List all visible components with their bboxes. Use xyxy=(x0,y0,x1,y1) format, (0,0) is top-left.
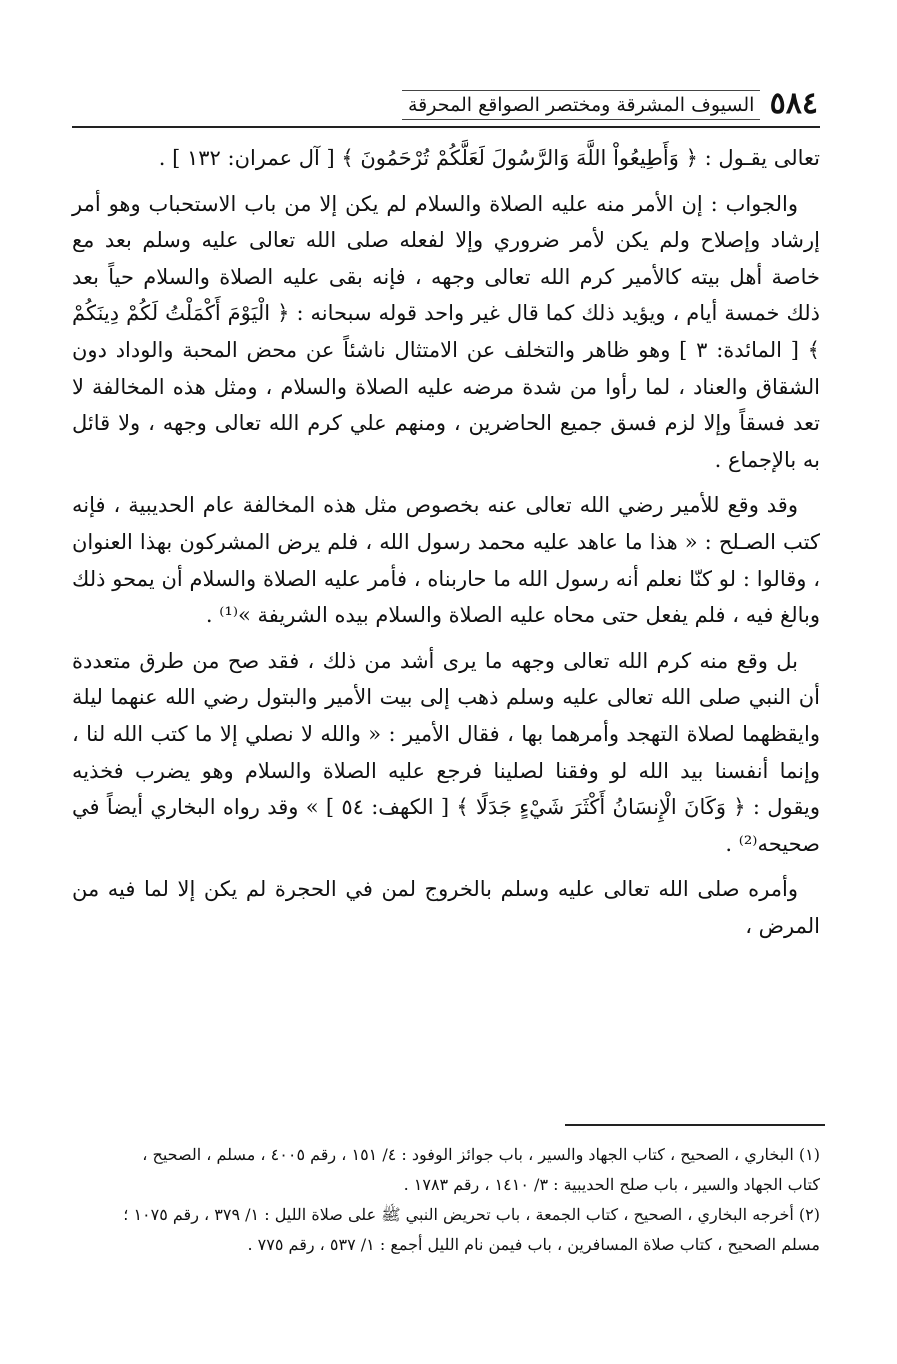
body-text xyxy=(72,140,820,953)
footnote-divider xyxy=(565,1124,825,1126)
running-title: السيوف المشرقة ومختصر الصواقع المحرقة xyxy=(402,90,760,120)
paragraph-hudaybiyya: وقد وقع للأمير رضي الله تعالى عنه بخصوص مثل هذه المخالفة عام الحديبية ، فإنه كتب الصـلح : « هذا ما عاهد عليه محمد رسول الله ، فلم يرض المشركون بهذا العنوان ، وقالوا : لو كنّا نعلم أنه رسول الله ما حاربناه ، فأمر عليه الصلاة والسلام أن يمحو ذلك وبالغ فيه ، فلم يفعل حتى محاه عليه الصلاة والسلام بيده الشريفة »⁽¹⁾ . xyxy=(72,493,820,628)
footnote-1-line-2: كتاب الجهاد والسير ، باب صلح الحديبية : ٣/ ١٤١٠ ، رقم ١٧٨٣ . xyxy=(403,1175,820,1194)
footnote-2-line-1: (٢) أخرجه البخاري ، الصحيح ، كتاب الجمعة ، باب تحريض النبي ﷺ على صلاة الليل : ١/ ٣٧٩ ، رقم ١٠٧٥ ؛ xyxy=(123,1205,820,1224)
footnote-1-line-1: (١) البخاري ، الصحيح ، كتاب الجهاد والسير ، باب جوائز الوفود : ٤/ ١٥١ ، رقم ٤٠٠٥ ، مسلم ، الصحيح ، xyxy=(142,1145,820,1164)
footnote-1 xyxy=(72,1140,820,1200)
page-header xyxy=(72,84,820,128)
footnote-2-line-2: مسلم الصحيح ، كتاب صلاة المسافرين ، باب فيمن نام الليل أجمع : ١/ ٥٣٧ ، رقم ٧٧٥ . xyxy=(247,1235,820,1254)
paragraph-verse-continuation: تعالى يقـول : ﴿ وَأَطِيعُواْ اللَّهَ وَالرَّسُولَ لَعَلَّكُمْ تُرْحَمُونَ ﴾ [ آل عمران: ١٣٢ ] . xyxy=(158,146,820,170)
paragraph-hujra: وأمره صلى الله تعالى عليه وسلم بالخروج لمن في الحجرة لم يكن إلا لما فيه من المرض ، xyxy=(72,877,820,938)
paragraph-answer: والجواب : إن الأمر منه عليه الصلاة والسلام لم يكن إلا من باب الاستحباب وهو أمر إرشاد وإصلاح ولم يكن لأمر ضروري وإلا لفعله صلى الله تعالى عليه وسلم بعد مع خاصة أهل بيته كالأمير كرم الله تعالى وجهه ، فإنه بقى عليه الصلاة والسلام حياً بعد ذلك خمسة أيام ، ويؤيد ذلك كما قال غير واحد قوله سبحانه : ﴿ الْيَوْمَ أَكْمَلْتُ لَكُمْ دِينَكُمْ ﴾ [ المائدة: ٣ ] وهو ظاهر والتخلف عن الامتثال ناشئاً عن محض المحبة والوداد دون الشقاق والعناد ، لما رأوا من شدة مرضه عليه الصلاة والسلام ، ومثل هذه المخالفة لا تعد فسقاً وإلا لزم فسق جميع الحاضرين ، ومنهم علي كرم الله تعالى وجهه ، ولا قائل به بالإجماع . xyxy=(72,191,820,472)
page-number: ٥٨٤ xyxy=(769,86,818,121)
paragraph-tahajjud: بل وقع منه كرم الله تعالى وجهه ما يرى أشد من ذلك ، فقد صح من طرق متعددة أن النبي صلى الله تعالى عليه وسلم ذهب إلى بيت الأمير والبتول رضي الله عنهما ليلة وايقظهما لصلاة التهجد وأمرهما بها ، فقال الأمير : « والله لا نصلي إلا ما كتب الله لنا ، وإنما أنفسنا بيد الله لو وفقنا لصلينا فرجع عليه الصلاة والسلام وهو يضرب فخذيه ويقول : ﴿ وَكَانَ الْإِنسَانُ أَكْثَرَ شَيْءٍ جَدَلًا ﴾ [ الكهف: ٥٤ ] » وقد رواه البخاري أيضاً في صحيحه⁽²⁾ . xyxy=(72,648,820,856)
footnotes xyxy=(72,1140,820,1260)
footnote-2 xyxy=(72,1200,820,1260)
